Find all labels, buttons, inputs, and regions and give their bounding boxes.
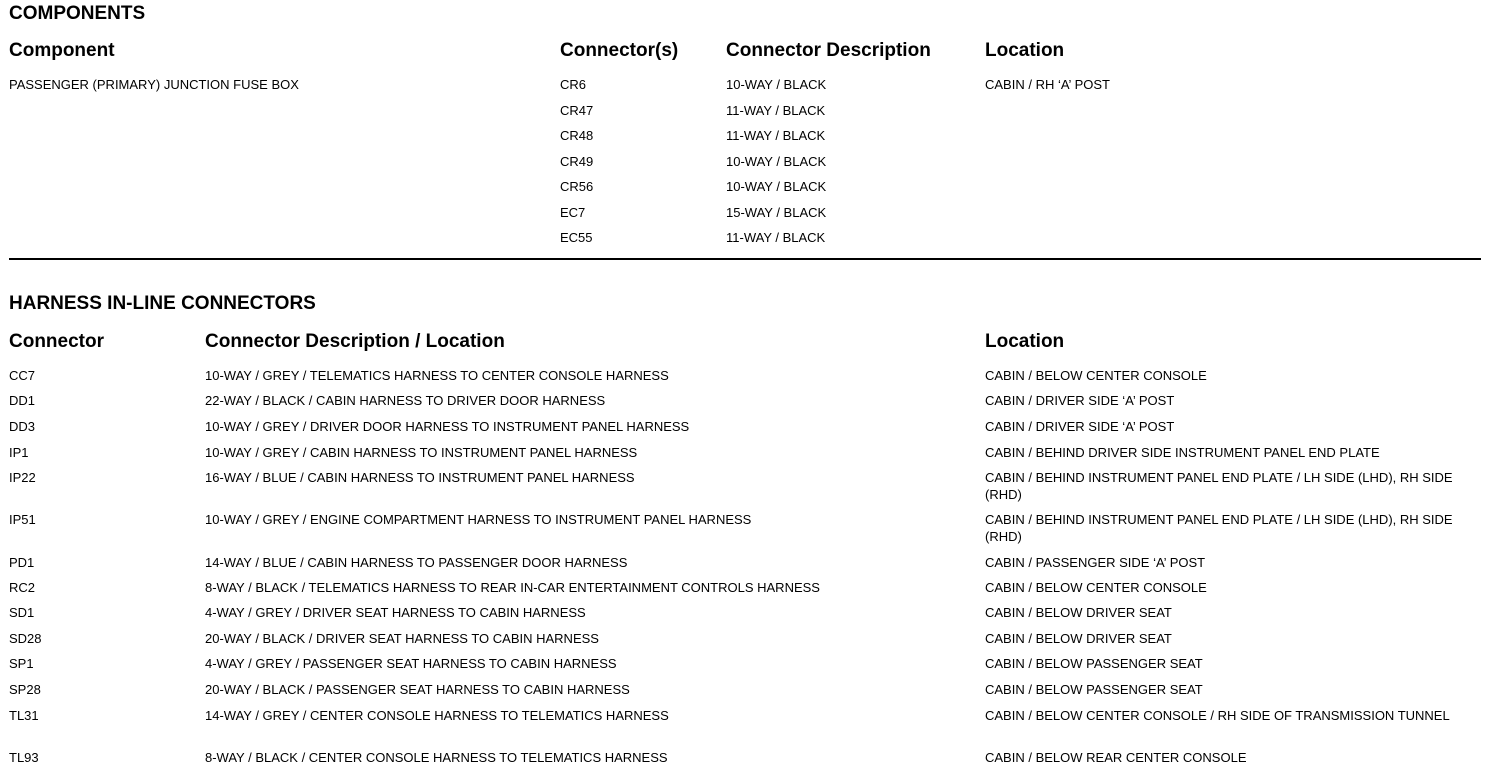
harness-connector-id: DD3: [9, 419, 36, 434]
harness-connector-id: SP1: [9, 656, 34, 671]
harness-connector-id: CC7: [9, 368, 36, 383]
harness-connector-id: TL93: [9, 750, 39, 765]
components-section-title: COMPONENTS: [9, 3, 146, 24]
harness-connector-desc: 22-WAY / BLACK / CABIN HARNESS TO DRIVER DOOR HARNESS: [205, 393, 606, 408]
harness-header-location: Location: [985, 331, 1065, 352]
harness-connector-location: CABIN / BELOW DRIVER SEAT: [985, 605, 1172, 620]
harness-connector-location: CABIN / BELOW PASSENGER SEAT: [985, 682, 1203, 697]
component-connector-desc: 11-WAY / BLACK: [726, 128, 826, 143]
harness-connector-location: CABIN / BELOW CENTER CONSOLE: [985, 580, 1207, 595]
harness-connector-location: CABIN / BELOW PASSENGER SEAT: [985, 656, 1203, 671]
harness-connector-id: IP51: [9, 512, 36, 527]
components-header-location: Location: [985, 40, 1065, 61]
component-connector-id: CR48: [560, 128, 594, 143]
component-connector-id: CR47: [560, 103, 594, 118]
harness-connector-id: IP1: [9, 445, 29, 460]
harness-connector-desc: 4-WAY / GREY / PASSENGER SEAT HARNESS TO CABIN HARNESS: [205, 656, 617, 671]
harness-connector-id: SP28: [9, 682, 41, 697]
components-header-description: Connector Description: [726, 40, 931, 61]
component-connector-desc: 11-WAY / BLACK: [726, 103, 826, 118]
harness-connector-desc: 4-WAY / GREY / DRIVER SEAT HARNESS TO CABIN HARNESS: [205, 605, 586, 620]
harness-connector-desc: 20-WAY / BLACK / DRIVER SEAT HARNESS TO CABIN HARNESS: [205, 631, 599, 646]
harness-connector-id: SD1: [9, 605, 35, 620]
harness-connector-location: CABIN / BEHIND INSTRUMENT PANEL END PLATE / LH SIDE (LHD), RH SIDE (RHD): [985, 470, 1453, 502]
component-connector-desc: 15-WAY / BLACK: [726, 205, 827, 220]
harness-connector-location: CABIN / BEHIND DRIVER SIDE INSTRUMENT PANEL END PLATE: [985, 445, 1380, 460]
harness-connector-desc: 14-WAY / BLUE / CABIN HARNESS TO PASSENGER DOOR HARNESS: [205, 555, 628, 570]
harness-connector-location: CABIN / DRIVER SIDE ‘A’ POST: [985, 419, 1175, 434]
component-connector-id: CR6: [560, 77, 587, 92]
harness-connector-desc: 14-WAY / GREY / CENTER CONSOLE HARNESS TO TELEMATICS HARNESS: [205, 708, 669, 723]
harness-connector-desc: 16-WAY / BLUE / CABIN HARNESS TO INSTRUMENT PANEL HARNESS: [205, 470, 635, 485]
harness-connector-id: DD1: [9, 393, 36, 408]
harness-section-title: HARNESS IN-LINE CONNECTORS: [9, 293, 316, 314]
component-connector-id: EC55: [560, 230, 593, 245]
component-name: PASSENGER (PRIMARY) JUNCTION FUSE BOX: [9, 77, 299, 92]
component-connector-id: CR49: [560, 154, 594, 169]
harness-connector-id: RC2: [9, 580, 36, 595]
harness-connector-id: IP22: [9, 470, 36, 485]
harness-connector-location: CABIN / BEHIND INSTRUMENT PANEL END PLATE / LH SIDE (LHD), RH SIDE (RHD): [985, 512, 1453, 544]
harness-connector-desc: 10-WAY / GREY / TELEMATICS HARNESS TO CENTER CONSOLE HARNESS: [205, 368, 669, 383]
harness-connector-desc: 10-WAY / GREY / CABIN HARNESS TO INSTRUMENT PANEL HARNESS: [205, 445, 638, 460]
harness-connector-id: TL31: [9, 708, 39, 723]
harness-connector-location: CABIN / PASSENGER SIDE ‘A’ POST: [985, 555, 1206, 570]
component-location: CABIN / RH ‘A’ POST: [985, 77, 1110, 92]
harness-connector-id: PD1: [9, 555, 35, 570]
section-divider: [9, 258, 1481, 260]
component-connector-desc: 10-WAY / BLACK: [726, 154, 827, 169]
component-connector-desc: 10-WAY / BLACK: [726, 179, 827, 194]
harness-connector-desc: 8-WAY / BLACK / CENTER CONSOLE HARNESS TO TELEMATICS HARNESS: [205, 750, 668, 765]
components-header-component: Component: [9, 40, 115, 61]
components-header-connectors: Connector(s): [560, 40, 679, 61]
component-connector-id: CR56: [560, 179, 594, 194]
harness-connector-location: CABIN / BELOW CENTER CONSOLE: [985, 368, 1207, 383]
component-connector-desc: 11-WAY / BLACK: [726, 230, 826, 245]
harness-connector-location: CABIN / BELOW DRIVER SEAT: [985, 631, 1172, 646]
harness-connector-desc: 10-WAY / GREY / ENGINE COMPARTMENT HARNESS TO INSTRUMENT PANEL HARNESS: [205, 512, 752, 527]
harness-connector-desc: 8-WAY / BLACK / TELEMATICS HARNESS TO REAR IN-CAR ENTERTAINMENT CONTROLS HARNESS: [205, 580, 820, 595]
harness-connector-location: CABIN / DRIVER SIDE ‘A’ POST: [985, 393, 1175, 408]
harness-header-connector: Connector: [9, 331, 104, 352]
component-connector-id: EC7: [560, 205, 586, 220]
component-connector-desc: 10-WAY / BLACK: [726, 77, 827, 92]
harness-connector-location: CABIN / BELOW REAR CENTER CONSOLE: [985, 750, 1247, 765]
harness-header-description: Connector Description / Location: [205, 331, 505, 352]
harness-connector-desc: 20-WAY / BLACK / PASSENGER SEAT HARNESS TO CABIN HARNESS: [205, 682, 630, 697]
harness-connector-location: CABIN / BELOW CENTER CONSOLE / RH SIDE OF TRANSMISSION TUNNEL: [985, 708, 1450, 723]
harness-connector-desc: 10-WAY / GREY / DRIVER DOOR HARNESS TO INSTRUMENT PANEL HARNESS: [205, 419, 690, 434]
harness-connector-id: SD28: [9, 631, 42, 646]
